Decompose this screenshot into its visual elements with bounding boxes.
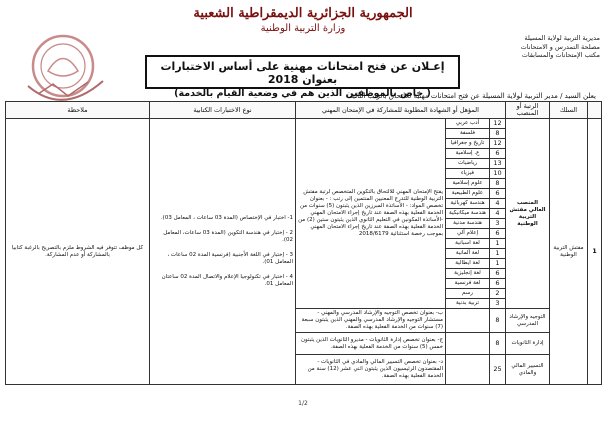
- extra-rank-label: التسيير المالي والمادي: [506, 355, 550, 385]
- ministry-heading: وزارة التربية الوطنية: [260, 23, 346, 34]
- subject-name: ع. إسلامية: [446, 149, 490, 159]
- page-number: 1/2: [298, 400, 308, 407]
- subject-count: 1: [490, 239, 506, 249]
- rank-cell: المنصب العالي مفتش التربية الوطنية: [506, 119, 550, 309]
- exam-item: 4 - اختبار في تكنولوجيا الإعلام والاتصال المدة 02 ساعتان المعامل 01.: [161, 274, 293, 287]
- directorate-block: [460, 34, 600, 60]
- subject-count: 6: [490, 149, 506, 159]
- announcement-title-box: [145, 55, 460, 99]
- subject-count: 6: [490, 279, 506, 289]
- corps-cell: مفتش التربية الوطنية: [550, 119, 588, 385]
- extra-empty: [446, 309, 490, 333]
- subject-name: لغة ايطالية: [446, 259, 490, 269]
- announcement-title: إعـلان عن فتح امتحانات مهنية على أساس الاختبارات بعنوان 2018: [160, 60, 445, 86]
- subject-count: 3: [490, 299, 506, 309]
- extra-rank-label: إدارة الثانويات: [506, 333, 550, 355]
- subject-name: لغة فرنسية: [446, 279, 490, 289]
- subject-name: أدب عربي: [446, 119, 490, 129]
- subject-name: هندسة ميكانيكية: [446, 209, 490, 219]
- notes-cell: كل موظف تتوفر فيه الشروط ملزم بالتصريح بالرغبة كتابيا بالمشاركة أو عدم المشاركة.: [6, 119, 150, 385]
- directorate-line: مصلحة التمدرس و الامتحانات: [520, 42, 600, 51]
- subject-count: 3: [490, 219, 506, 229]
- subject-count: 4: [490, 209, 506, 219]
- qualification-text: يفتح الإمتحان المهني للالتحاق بالتكوين المتخصص لرتبة مفتش التربية الوطنية للتدرج المعنيين المنتمين إلى رتب : - بعنوان تخصص المواد: - الأساتذة المبرزين الذين يثبتون (5) سنوات من الخدمة الفعلية بهذه الصفة عند تاريخ إجراء الامتحان المهني -الأساتذة المكونين في التعليم الثانوي الذين يثبتون ستين (2) من الخدمة الفعلية بهذه الصفة عند تاريخ إجراء الامتحان المهني بموجب رخصة استثنائية 2018/6179: [296, 119, 446, 309]
- extra-text: ج- بعنوان تخصص إدارة الثانويات - مديرو الثانويات الذين يثبتون خمس (5) سنوات من الخدمة الفعلية بهذه الصفة.: [296, 333, 446, 355]
- subject-count: 12: [490, 139, 506, 149]
- exam-item: 3 - إختبار في اللغة الأجنبية (فرنسية المدة 02 ساعات ، المعامل 01).: [167, 252, 293, 265]
- directorate-line: مكتب الإمتحانات والمسابقات: [521, 51, 600, 59]
- subject-name: هندسة مدنية: [446, 219, 490, 229]
- subject-count: 13: [490, 159, 506, 169]
- subject-count: 2: [490, 289, 506, 299]
- extra-count: 25: [490, 355, 506, 385]
- exam-item: 1- اختبار في الإختصاص (المدة 03 ساعات ، المعامل 03).: [160, 215, 293, 221]
- directorate-line: مديرية التربية لولاية المسيلة: [524, 34, 600, 42]
- header-notes: ملاحظة: [6, 102, 150, 119]
- subject-count: 6: [490, 269, 506, 279]
- subject-name: تاريخ و جغرافيا: [446, 139, 490, 149]
- row-index: 1: [588, 119, 602, 385]
- subject-count: 4: [490, 199, 506, 209]
- subject-count: 1: [490, 259, 506, 269]
- subject-name: رياضيات: [446, 159, 490, 169]
- subject-count: 10: [490, 169, 506, 179]
- extra-count: 8: [490, 309, 506, 333]
- announcement-subtitle: ( خاص بالموظفين الذين هم في وضعية القيام بالخدمة): [174, 88, 431, 99]
- subject-count: 8: [490, 179, 506, 189]
- exam-item: 2 - إختبار في هندسة التكوين (المدة 03 ساعات، المعامل 02).: [163, 230, 293, 243]
- subject-count: 1: [490, 249, 506, 259]
- exams-cell: [150, 119, 296, 385]
- extra-empty: [446, 355, 490, 385]
- subject-name: إعلام آلي: [446, 229, 490, 239]
- subject-name: لغة اسبانية: [446, 239, 490, 249]
- extra-count: 8: [490, 333, 506, 355]
- intro-text: يعلن السيد / مدير التربية لولاية المسيلة عن فتح امتحانات مهنية للالتحاق بالرتب التالية:: [346, 92, 596, 100]
- header-exams: نوع الاختبارات الكتابية: [150, 102, 296, 119]
- ranks-table: [5, 101, 602, 385]
- subject-name: لغة ألمانية: [446, 249, 490, 259]
- subject-name: تربية بدنية: [446, 299, 490, 309]
- republic-heading: الجمهورية الجزائرية الديمقراطية الشعبية: [193, 6, 413, 21]
- extra-empty: [446, 333, 490, 355]
- extra-text: ب- بعنوان تخصص التوجيه والإرشاد المدرسي والمهني - مستشار التوجيه والإرشاد المدرسي والمهني الذين يثبتون سبعة (7) سنوات من الخدمة الفعلية بهذه الصفة.: [296, 309, 446, 333]
- subject-name: علوم إسلامية: [446, 179, 490, 189]
- subject-name: هندسة كهربائية: [446, 199, 490, 209]
- subject-name: فيزياء: [446, 169, 490, 179]
- subject-name: علوم الطبيعية: [446, 189, 490, 199]
- header-index: [588, 102, 602, 119]
- extra-text: د- بعنوان تخصص التسيير المالي والمادي في الثانويات - المقتصدون الرئيسيون الذين يثبتون اثني عشر (12) سنة من الخدمة الفعلية بهذه الصفة.: [296, 355, 446, 385]
- subject-count: 6: [490, 229, 506, 239]
- header-corps: السلك: [550, 102, 588, 119]
- extra-rank-label: التوجيه والإرشاد المدرسي: [506, 309, 550, 333]
- official-stamp-icon: [8, 26, 118, 106]
- subject-name: لغة إنجليزية: [446, 269, 490, 279]
- header-qualification: المؤهل أو الشهادة المطلوبة للمشاركة في الإمتحان المهني: [296, 102, 506, 119]
- subject-count: 8: [490, 129, 506, 139]
- header-rank: الرتبة أو المنصب: [506, 102, 550, 119]
- subject-count: 6: [490, 189, 506, 199]
- subject-name: فلسفة: [446, 129, 490, 139]
- subject-count: 12: [490, 119, 506, 129]
- subject-name: رسم: [446, 289, 490, 299]
